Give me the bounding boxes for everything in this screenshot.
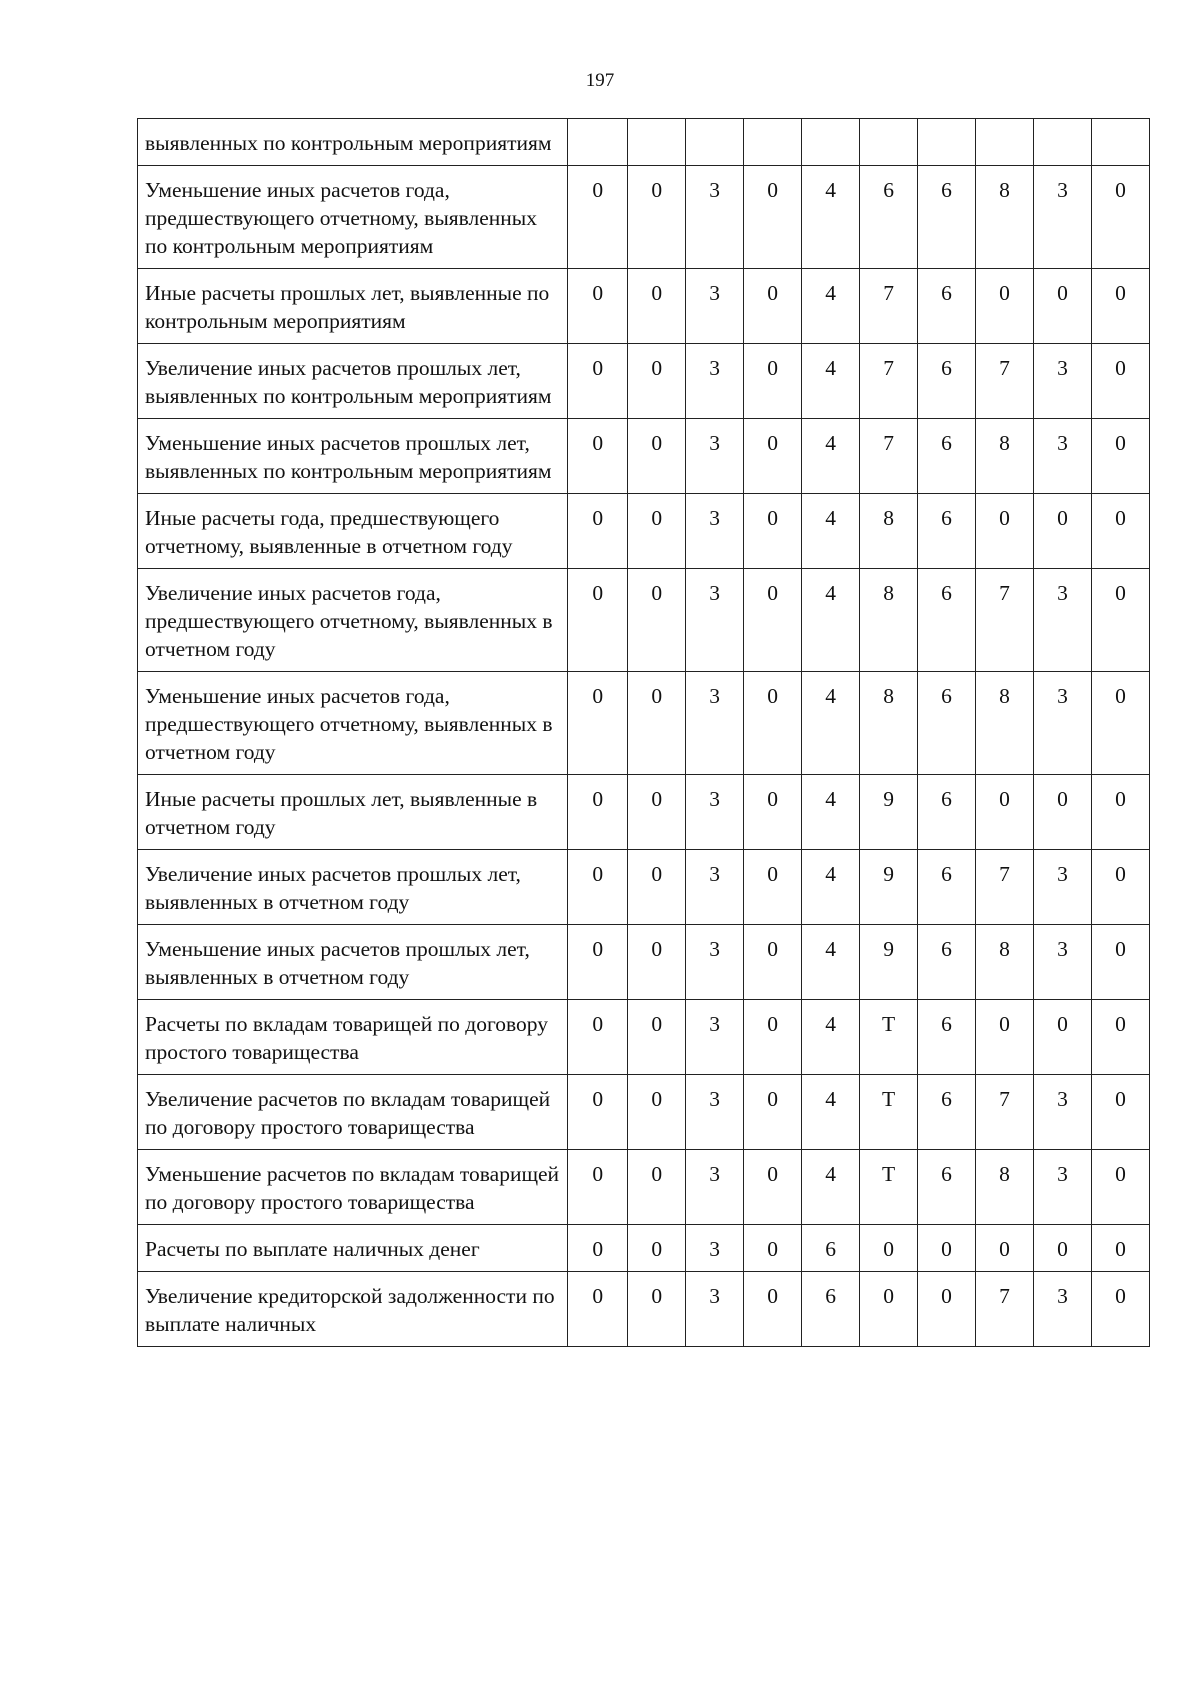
code-digit-cell: 0 (860, 1225, 918, 1272)
code-digit-cell: 7 (976, 569, 1034, 672)
code-digit-cell: 0 (628, 419, 686, 494)
code-digit-cell: 0 (744, 672, 802, 775)
code-digit-cell: 0 (628, 166, 686, 269)
code-digit-cell: 6 (918, 166, 976, 269)
row-description: Расчеты по выплате наличных денег (138, 1225, 568, 1272)
code-digit-cell: 3 (686, 1000, 744, 1075)
row-description: Увеличение иных расчетов прошлых лет, выявленных по контрольным мероприятиям (138, 344, 568, 419)
code-digit-cell: 7 (976, 1272, 1034, 1347)
code-digit-cell: 4 (802, 925, 860, 1000)
code-digit-cell: 0 (976, 1000, 1034, 1075)
code-digit-cell: 7 (860, 344, 918, 419)
code-digit-cell: 0 (568, 344, 628, 419)
code-digit-cell: 0 (744, 569, 802, 672)
code-digit-cell: 0 (1091, 269, 1149, 344)
table-row (138, 850, 1150, 925)
code-digit-cell: 0 (628, 850, 686, 925)
code-digit-cell: 3 (1034, 166, 1092, 269)
row-description: Уменьшение иных расчетов года, предшествующего отчетному, выявленных в отчетном году (138, 672, 568, 775)
code-digit-cell: 0 (568, 1000, 628, 1075)
code-digit-cell: 3 (686, 419, 744, 494)
code-digit-cell: 0 (1034, 1225, 1092, 1272)
code-digit-cell: 3 (686, 494, 744, 569)
code-digit-cell: 4 (802, 1075, 860, 1150)
code-digit-cell (976, 119, 1034, 166)
row-description: Расчеты по вкладам товарищей по договору простого товарищества (138, 1000, 568, 1075)
code-digit-cell: 0 (628, 672, 686, 775)
row-description: Увеличение иных расчетов года, предшествующего отчетному, выявленных в отчетном году (138, 569, 568, 672)
code-digit-cell: 0 (568, 569, 628, 672)
code-digit-cell: 0 (744, 1150, 802, 1225)
code-digit-cell: 0 (860, 1272, 918, 1347)
code-digit-cell: 0 (568, 1272, 628, 1347)
code-digit-cell: 0 (1091, 850, 1149, 925)
code-digit-cell: 0 (568, 166, 628, 269)
code-digit-cell: 0 (1091, 569, 1149, 672)
table-row (138, 775, 1150, 850)
row-description: Увеличение кредиторской задолженности по выплате наличных (138, 1272, 568, 1347)
page-number: 197 (585, 70, 615, 91)
code-digit-cell: 3 (686, 1225, 744, 1272)
code-digit-cell: 0 (1091, 1225, 1149, 1272)
code-digit-cell: 0 (976, 1225, 1034, 1272)
code-digit-cell: 0 (568, 1075, 628, 1150)
code-digit-cell: 3 (1034, 569, 1092, 672)
row-description: выявленных по контрольным мероприятиям (138, 119, 568, 166)
code-digit-cell: 3 (686, 344, 744, 419)
code-digit-cell: 0 (568, 775, 628, 850)
code-digit-cell: 0 (1091, 494, 1149, 569)
code-digit-cell (628, 119, 686, 166)
table-row (138, 672, 1150, 775)
code-digit-cell: 0 (744, 344, 802, 419)
code-digit-cell: 0 (1034, 1000, 1092, 1075)
code-digit-cell: 0 (744, 1000, 802, 1075)
code-digit-cell: Т (860, 1150, 918, 1225)
code-digit-cell: 0 (976, 269, 1034, 344)
code-digit-cell (568, 119, 628, 166)
code-digit-cell: 7 (976, 1075, 1034, 1150)
code-digit-cell: 6 (918, 1000, 976, 1075)
code-digit-cell: 8 (976, 925, 1034, 1000)
code-digit-cell: 0 (1091, 166, 1149, 269)
table-row (138, 1150, 1150, 1225)
code-digit-cell: 0 (628, 269, 686, 344)
code-digit-cell: 3 (686, 672, 744, 775)
table-row (138, 419, 1150, 494)
code-digit-cell: 0 (568, 269, 628, 344)
code-digit-cell: 4 (802, 775, 860, 850)
table-row (138, 1075, 1150, 1150)
code-digit-cell: 0 (628, 494, 686, 569)
code-digit-cell: 0 (628, 925, 686, 1000)
row-description: Иные расчеты года, предшествующего отчетному, выявленные в отчетном году (138, 494, 568, 569)
code-digit-cell: 3 (686, 1075, 744, 1150)
code-digit-cell: 0 (628, 569, 686, 672)
table-row (138, 119, 1150, 166)
table-row (138, 494, 1150, 569)
code-digit-cell (744, 119, 802, 166)
code-digit-cell: 0 (1091, 1075, 1149, 1150)
code-digit-cell (860, 119, 918, 166)
row-description: Иные расчеты прошлых лет, выявленные по контрольным мероприятиям (138, 269, 568, 344)
code-digit-cell: 3 (686, 1150, 744, 1225)
code-digit-cell (686, 119, 744, 166)
code-digit-cell: 0 (568, 494, 628, 569)
code-digit-cell: 3 (1034, 850, 1092, 925)
code-digit-cell: 6 (918, 672, 976, 775)
code-digit-cell: 7 (976, 344, 1034, 419)
code-digit-cell: 0 (568, 419, 628, 494)
code-digit-cell: 3 (686, 569, 744, 672)
account-codes-table (137, 118, 1150, 1347)
code-digit-cell: 7 (860, 269, 918, 344)
code-digit-cell: 0 (1034, 269, 1092, 344)
code-digit-cell: 6 (918, 419, 976, 494)
code-digit-cell: 3 (1034, 925, 1092, 1000)
code-digit-cell: 0 (744, 166, 802, 269)
code-digit-cell (802, 119, 860, 166)
code-digit-cell: 0 (568, 1225, 628, 1272)
code-digit-cell: 0 (1091, 672, 1149, 775)
table-row (138, 1272, 1150, 1347)
row-description: Уменьшение иных расчетов прошлых лет, выявленных в отчетном году (138, 925, 568, 1000)
code-digit-cell: 8 (976, 166, 1034, 269)
code-digit-cell: 4 (802, 1150, 860, 1225)
code-digit-cell: 3 (686, 269, 744, 344)
code-digit-cell: 3 (686, 166, 744, 269)
table-row (138, 1000, 1150, 1075)
code-digit-cell: 0 (744, 1225, 802, 1272)
code-digit-cell: 0 (628, 344, 686, 419)
code-digit-cell: 8 (860, 569, 918, 672)
code-digit-cell: 3 (1034, 344, 1092, 419)
row-description: Уменьшение расчетов по вкладам товарищей по договору простого товарищества (138, 1150, 568, 1225)
table-row (138, 269, 1150, 344)
code-digit-cell: 0 (628, 1272, 686, 1347)
code-digit-cell: Т (860, 1000, 918, 1075)
code-digit-cell: 0 (1091, 419, 1149, 494)
code-digit-cell: 6 (918, 344, 976, 419)
row-description: Увеличение расчетов по вкладам товарищей по договору простого товарищества (138, 1075, 568, 1150)
code-digit-cell: 6 (802, 1272, 860, 1347)
code-digit-cell: 9 (860, 850, 918, 925)
code-digit-cell: 0 (628, 1225, 686, 1272)
code-digit-cell: 4 (802, 850, 860, 925)
code-digit-cell: 8 (976, 672, 1034, 775)
table-body (138, 119, 1150, 1347)
code-digit-cell: 6 (918, 569, 976, 672)
code-digit-cell: 6 (860, 166, 918, 269)
code-digit-cell: Т (860, 1075, 918, 1150)
code-digit-cell: 0 (628, 775, 686, 850)
code-digit-cell: 0 (628, 1000, 686, 1075)
code-digit-cell: 0 (1091, 1000, 1149, 1075)
code-digit-cell: 8 (976, 1150, 1034, 1225)
code-digit-cell (918, 119, 976, 166)
code-digit-cell: 0 (744, 269, 802, 344)
table-row (138, 569, 1150, 672)
code-digit-cell: 4 (802, 494, 860, 569)
code-digit-cell: 6 (918, 1075, 976, 1150)
code-digit-cell: 9 (860, 925, 918, 1000)
code-digit-cell: 6 (918, 269, 976, 344)
code-digit-cell: 0 (568, 672, 628, 775)
code-digit-cell: 0 (568, 850, 628, 925)
code-digit-cell: 0 (1091, 1150, 1149, 1225)
code-digit-cell: 0 (1091, 344, 1149, 419)
code-digit-cell: 4 (802, 1000, 860, 1075)
code-digit-cell: 4 (802, 672, 860, 775)
row-description: Иные расчеты прошлых лет, выявленные в отчетном году (138, 775, 568, 850)
code-digit-cell: 4 (802, 344, 860, 419)
code-digit-cell: 0 (628, 1075, 686, 1150)
code-digit-cell: 4 (802, 269, 860, 344)
code-digit-cell: 0 (1091, 1272, 1149, 1347)
code-digit-cell: 0 (918, 1272, 976, 1347)
code-digit-cell: 0 (1034, 494, 1092, 569)
code-digit-cell: 6 (918, 925, 976, 1000)
code-digit-cell: 0 (568, 1150, 628, 1225)
code-digit-cell: 3 (686, 1272, 744, 1347)
code-digit-cell: 3 (1034, 1272, 1092, 1347)
code-digit-cell: 3 (1034, 672, 1092, 775)
code-digit-cell: 3 (686, 925, 744, 1000)
row-description: Уменьшение иных расчетов года, предшествующего отчетному, выявленных по контрольным мероприятиям (138, 166, 568, 269)
code-digit-cell: 0 (744, 494, 802, 569)
code-digit-cell: 3 (1034, 419, 1092, 494)
table-row (138, 925, 1150, 1000)
code-digit-cell: 0 (628, 1150, 686, 1225)
code-digit-cell (1091, 119, 1149, 166)
code-digit-cell: 6 (918, 1150, 976, 1225)
code-digit-cell: 0 (568, 925, 628, 1000)
row-description: Увеличение иных расчетов прошлых лет, выявленных в отчетном году (138, 850, 568, 925)
code-digit-cell: 0 (744, 1075, 802, 1150)
code-digit-cell: 3 (1034, 1150, 1092, 1225)
code-digit-cell: 4 (802, 166, 860, 269)
code-digit-cell: 3 (686, 850, 744, 925)
code-digit-cell: 7 (976, 850, 1034, 925)
code-digit-cell: 8 (976, 419, 1034, 494)
table-row (138, 344, 1150, 419)
code-digit-cell: 9 (860, 775, 918, 850)
row-description: Уменьшение иных расчетов прошлых лет, выявленных по контрольным мероприятиям (138, 419, 568, 494)
table-row (138, 166, 1150, 269)
code-digit-cell: 0 (976, 494, 1034, 569)
code-digit-cell: 6 (918, 850, 976, 925)
code-digit-cell: 3 (686, 775, 744, 850)
code-digit-cell: 6 (802, 1225, 860, 1272)
code-digit-cell: 0 (744, 1272, 802, 1347)
code-digit-cell: 4 (802, 419, 860, 494)
code-digit-cell: 7 (860, 419, 918, 494)
code-digit-cell: 0 (976, 775, 1034, 850)
code-digit-cell: 0 (1091, 775, 1149, 850)
code-digit-cell: 0 (918, 1225, 976, 1272)
code-digit-cell: 8 (860, 672, 918, 775)
code-digit-cell: 4 (802, 569, 860, 672)
code-digit-cell: 6 (918, 775, 976, 850)
code-digit-cell: 3 (1034, 1075, 1092, 1150)
table-row (138, 1225, 1150, 1272)
code-digit-cell: 0 (744, 775, 802, 850)
code-digit-cell: 6 (918, 494, 976, 569)
code-digit-cell: 0 (1091, 925, 1149, 1000)
code-digit-cell (1034, 119, 1092, 166)
code-digit-cell: 0 (744, 419, 802, 494)
code-digit-cell: 0 (744, 850, 802, 925)
code-digit-cell: 0 (744, 925, 802, 1000)
code-digit-cell: 8 (860, 494, 918, 569)
code-digit-cell: 0 (1034, 775, 1092, 850)
